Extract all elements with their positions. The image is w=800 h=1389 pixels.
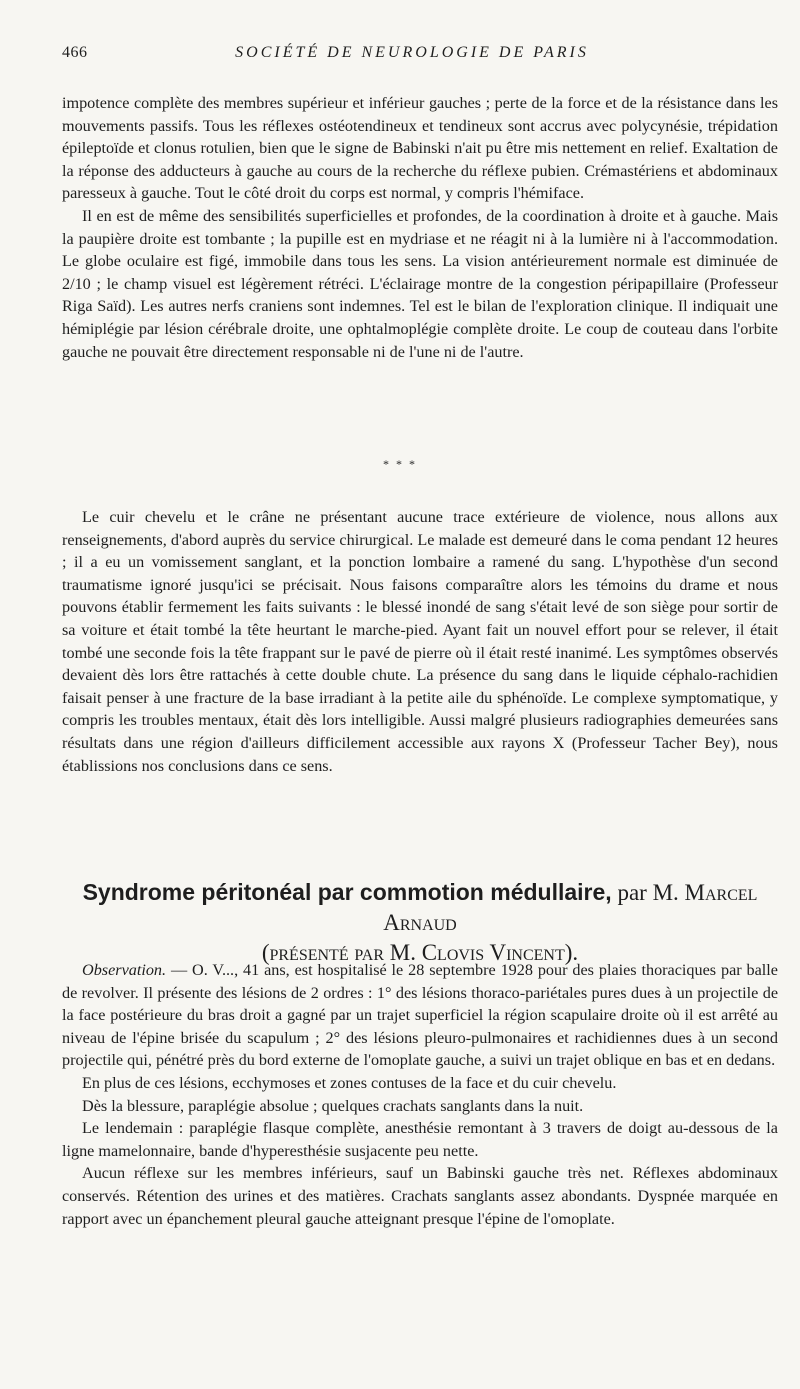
article-author: M. Marcel Arnaud	[383, 880, 758, 935]
paragraph: Aucun réflexe sur les membres inférieurs, sauf un Babinski gauche très net. Réflexes abdominaux conservés. Rétention des urines et des matières. Crachats sanglants assez abondants. Dyspnée marquée en rapport avec un épanchement pleural gauche atteignant presque l'épine de l'omoplate.	[62, 1164, 778, 1228]
paragraph: Dès la blessure, paraplégie absolue ; quelques crachats sanglants dans la nuit.	[82, 1096, 584, 1115]
article-presenter: (présenté par M. Clovis Vincent).	[261, 940, 579, 965]
paragraph: Le cuir chevelu et le crâne ne présentant aucune trace extérieure de violence, nous allons aux renseignements, d'abord auprès du service chirurgical. Le malade est demeuré dans le coma pendant 12 heures ; il a eu un vomissement sanglant, et la ponction lombaire a ramené du sang. L'hypothèse d'un second traumatisme ignoré jusqu'ici se précisait. Nous faisons comparaître alors les témoins du drame et nous pouvons établir fermement les faits suivants : le blessé inondé de sang s'était levé de son siège pour sortir de sa voiture et était tombé la tête heurtant le marche-pied. Ayant fait un nouvel effort pour se relever, il était tombé une seconde fois la tête frappant sur le pavé de pierre où il était resté inanimé. Les symptômes observés devaient dès lors être rattachés à cette double chute. La présence du sang dans le liquide céphalo-rachidien faisait penser à une fracture de la base irradiant à la petite aile du sphénoïde. Le complexe symptomatique, y compris les troubles mentaux, était dès lors intelligible. Aussi malgré plusieurs radiographies demeurées sans résultats dans une région d'ailleurs difficilement accessible aux rayons X (Professeur Tacher Bey), nous établissions nos conclusions dans ce sens.	[62, 508, 778, 775]
paragraph: impotence complète des membres supérieur et inférieur gauches ; perte de la force et de la résistance dans les mouvements passifs. Tous les réflexes ostéotendineux et tendineux sont accrus avec polycynésie, trépidation épileptoïde et clonus rotulien, bien que le signe de Babinski n'ait pu être mis nettement en relief. Exaltation de la réponse des adducteurs à gauche au cours de la recherche du réflexe pubien. Crémastériens et abdominaux paresseux à gauche. Tout le côté droit du corps est normal, y compris l'hémiface.	[62, 94, 778, 203]
paragraph	[62, 959, 778, 1072]
article-by: par	[617, 880, 647, 905]
paragraph: En plus de ces lésions, ecchymoses et zones contuses de la face et du cuir chevelu.	[82, 1073, 617, 1092]
observation-label: Observation.	[82, 961, 167, 979]
text-block-clinical-exam	[62, 92, 778, 363]
paragraph: Il en est de même des sensibilités superficielles et profondes, de la coordination à droite et à gauche. Mais la paupière droite est tombante ; la pupille est en mydriase et ne réagit ni à la lumière ni à l'accommodation. Le globe oculaire est figé, immobile dans tous les sens. La vision antérieurement normale est diminuée de 2/10 ; le champ visuel est légèrement rétréci. L'éclairage montre de la congestion péripapillaire (Professeur Riga Saïd). Les autres nerfs craniens sont indemnes. Tel est le bilan de l'exploration clinique. Il indiquait une hémiplégie par lésion cérébrale droite, une ophtalmoplégie complète droite. Le coup de couteau dans l'orbite gauche ne pouvait être directement responsable ni de l'une ni de l'autre.	[62, 206, 778, 361]
article-title	[62, 877, 778, 968]
section-separator: * * *	[383, 457, 417, 471]
observation-text: — O. V..., 41 ans, est hospitalisé le 28 septembre 1928 pour des plaies thoraciques par balle de revolver. Il présente des lésions de 2 ordres : 1° des lésions thoraco-pariétales pures dues à un projectile de la face postérieure du bras droit a gagné par un trajet superficiel la région scapulaire droite où il est arrêté au niveau de l'épine brisée du scapulum ; 2° des lésions pleuro-pulmonaires et rachidiennes dues à un second projectile qui, pénétré près du bord externe de l'omoplate gauche, a suivi un trajet oblique en bas et en dedans.	[62, 961, 778, 1070]
article-title-main: Syndrome péritonéal par commotion médullaire,	[82, 879, 612, 905]
text-block-observation	[62, 959, 778, 1230]
running-head: SOCIÉTÉ DE NEUROLOGIE DE PARIS	[235, 44, 589, 61]
page-header	[62, 44, 762, 74]
paragraph: Le lendemain : paraplégie flasque complète, anesthésie remontant à 3 travers de doigt au-dessous de la ligne mamelonnaire, bande d'hyperesthésie susjacente peu nette.	[62, 1119, 778, 1160]
text-block-investigation	[62, 506, 778, 777]
page-number: 466	[62, 44, 88, 61]
